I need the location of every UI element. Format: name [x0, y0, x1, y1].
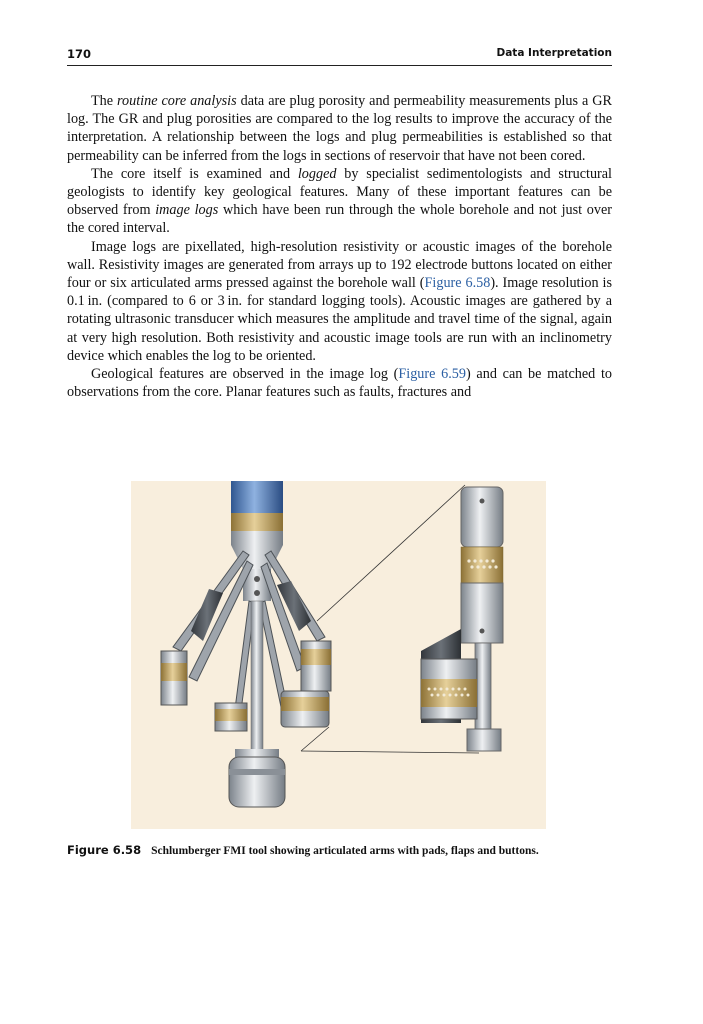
running-header: [67, 45, 612, 66]
body-text: [67, 92, 612, 401]
figure-fmi-tool: [131, 481, 546, 829]
callout-line-top: [317, 485, 465, 621]
tool-mandrel: [251, 601, 263, 751]
italic-term: image logs: [155, 202, 219, 219]
figure-caption-text: Schlumberger FMI tool showing articulated arms with pads, flaps and buttons.: [151, 845, 539, 857]
fmi-tool-illustration: [131, 481, 546, 829]
page-number: 170: [67, 47, 92, 61]
callout-line-bottom: [301, 751, 479, 753]
figure-caption: [67, 843, 612, 857]
body-text-run: data are plug porosity and permeability measurements plus a GR log. The GR and plug porosities are compared to the log results to improve the accuracy of the interpretation. A relationship between the logs and plug permeabilities is established so that permeability can be inferred from the logs in sections of reservoir that have not been cored.: [67, 93, 612, 164]
body-text-run: The: [91, 93, 118, 109]
pad-right: [301, 641, 331, 691]
running-title: Data Interpretation: [496, 47, 612, 59]
body-text-run: Geological features are observed in the image log (: [91, 366, 399, 383]
italic-term: routine core analysis: [117, 93, 237, 109]
tool-gold-collar: [231, 513, 283, 531]
body-text-run: by specialist sedimentologists and structural geologists to identify key geological features. Many of these important features can be observed from: [67, 165, 612, 219]
body-paragraph: [67, 165, 612, 238]
body-text-run: ). Image resolution is 0.1 in. (compared to 6 or 3 in. for standard logging tools). Acoustic images are gathered by a rotating ultrasonic transducer which measures the amplitude and travel time of the signal, again at very high resolution. Both resistivity and acoustic image tools are run with an inclinometry device which enables the log to be oriented.: [67, 275, 612, 364]
body-paragraph: [67, 238, 612, 365]
body-text-run: Image logs are pixellated, high-resolution resistivity or acoustic images of the borehole wall. Resistivity images are generated from arrays up to 192 electrode buttons located on either four or six articulated arms pressed against the borehole wall (: [67, 238, 612, 292]
body-text-run: The core itself is examined and: [91, 165, 298, 182]
italic-term: logged: [297, 165, 337, 182]
body-text-run: ) and can be matched to observations from the core. Planar features such as faults, fractures and: [67, 366, 612, 401]
figure-reference-link[interactable]: Figure 6.59: [398, 366, 466, 383]
figure-reference-link[interactable]: Figure 6.58: [424, 275, 491, 292]
pad-left-inner: [215, 703, 247, 731]
pad-front: [281, 691, 329, 727]
body-paragraph: [67, 92, 612, 165]
pad-left: [161, 651, 187, 705]
tool-blue-housing: [231, 481, 283, 513]
figure-caption-label: Figure 6.58: [67, 843, 142, 857]
body-text-run: which have been run through the whole borehole and not just over the cored interval.: [67, 202, 612, 237]
tool-nose: [229, 757, 285, 807]
enlarged-pad-detail: [421, 487, 503, 751]
body-paragraph: [67, 365, 612, 401]
